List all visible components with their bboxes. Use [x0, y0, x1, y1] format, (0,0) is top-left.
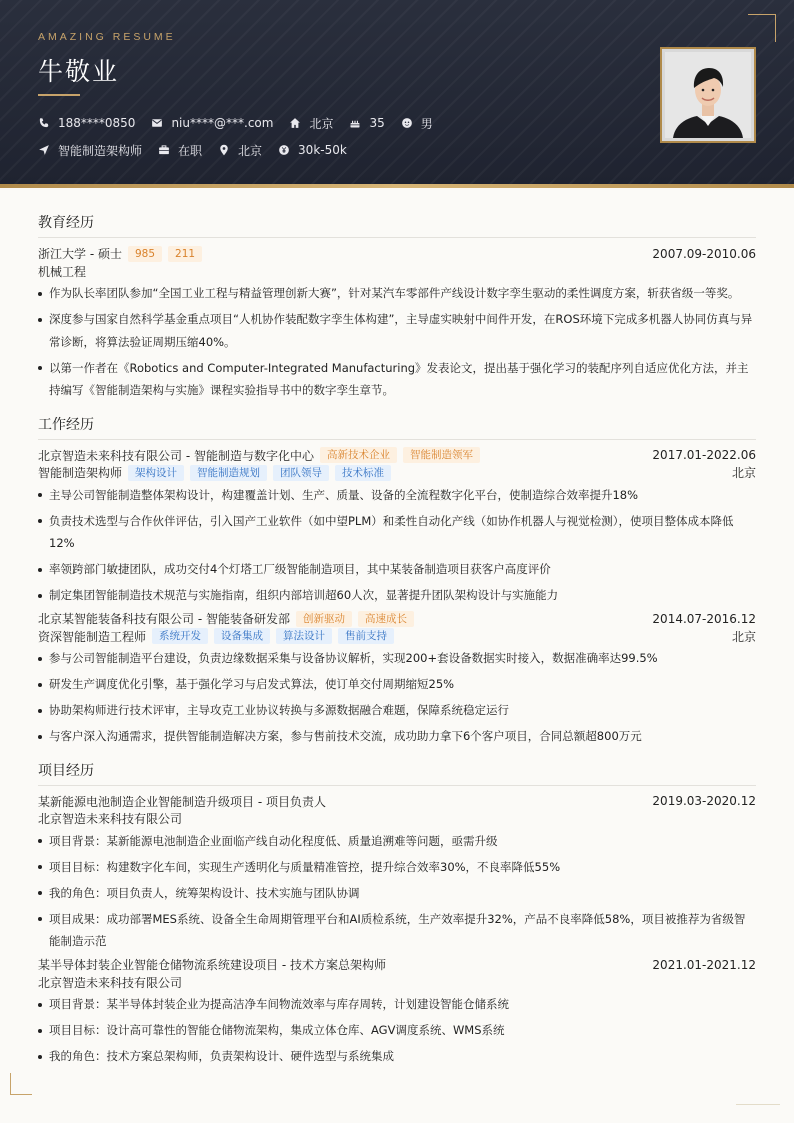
email-address: niu****@***.com	[171, 116, 274, 130]
skill-tag: 架构设计	[128, 465, 184, 481]
skill-tag: 售前支持	[338, 628, 394, 644]
work-role-left	[38, 464, 391, 481]
phone-number: 188****0850	[58, 116, 136, 130]
person-portrait-icon	[665, 52, 751, 138]
mail-icon	[151, 117, 163, 129]
project-company: 北京智造未来科技有限公司	[38, 812, 183, 826]
header-gold-band	[0, 184, 794, 188]
project-head	[38, 956, 756, 973]
expected-salary: 30k-50k	[298, 143, 347, 157]
candidate-name: 牛敬业	[38, 57, 120, 86]
project-bullets	[38, 993, 756, 1068]
employment-status: 在职	[178, 143, 203, 158]
name-underline	[38, 94, 80, 96]
skill-tag: 算法设计	[276, 628, 332, 644]
work-city: 北京	[731, 466, 756, 480]
briefcase-icon	[158, 144, 170, 156]
list-item: 作为队长率团队参加“全国工业工程与精益管理创新大赛”，针对某汽车零部件产线设计数字孪生驱动的柔性调度方案，斩获省级一等奖。	[38, 282, 756, 305]
school-tag: 985	[128, 246, 162, 262]
gender-icon	[401, 117, 413, 129]
project-company-line	[38, 973, 756, 991]
work-section	[38, 408, 756, 748]
resume-tagline: AMAZING RESUME	[38, 31, 176, 43]
work-entry	[38, 447, 756, 607]
project-date: 2021.01-2021.12	[652, 957, 756, 972]
list-item: 参与公司智能制造平台建设，负责边缘数据采集与设备协议解析，实现200+套设备数据实时接入，数据准确率达99.5%	[38, 647, 756, 670]
target-city: 北京	[238, 143, 263, 158]
project-company: 北京智造未来科技有限公司	[38, 975, 183, 990]
education-title: 教育经历	[38, 206, 756, 238]
footer-divider	[736, 1104, 780, 1105]
job-city	[218, 142, 262, 158]
skill-tag: 系统开发	[152, 628, 208, 644]
skill-tag: 团队领导	[273, 465, 329, 481]
contact-phone	[38, 115, 135, 131]
contact-hometown	[289, 115, 333, 131]
list-item: 制定集团智能制造技术规范与实施指南，组织内部培训超60人次，显著提升团队架构设计与实施能力	[38, 584, 756, 607]
job-target	[38, 142, 142, 158]
work-head	[38, 610, 756, 627]
education-section	[38, 206, 756, 402]
project-head	[38, 793, 756, 810]
skill-tag: 设备集成	[214, 628, 270, 644]
company-tag: 高速成长	[358, 611, 414, 627]
list-item: 研发生产调度优化引擎，基于强化学习与启发式算法，使订单交付周期缩短25%	[38, 673, 756, 696]
gender: 男	[420, 116, 433, 131]
work-company-line	[38, 447, 480, 464]
list-item: 主导公司智能制造整体架构设计，构建覆盖计划、生产、质量、设备的全流程数字化平台，使制造综合效率提升18%	[38, 484, 756, 507]
education-date: 2007.09-2010.06	[652, 246, 756, 261]
projects-title: 项目经历	[38, 754, 756, 786]
role-title: 资深智能制造工程师	[38, 629, 147, 644]
work-bullets	[38, 647, 756, 748]
project-entry	[38, 793, 756, 953]
list-item: 协助架构师进行技术评审，主导攻克工业协议转换与多源数据融合难题，保障系统稳定运行	[38, 699, 756, 722]
company-name: 北京智造未来科技有限公司 - 智能制造与数字化中心	[38, 448, 314, 463]
resume-body	[38, 206, 756, 1071]
list-item: 与客户深入沟通需求，提供智能制造解决方案，参与售前技术交流，成功助力拿下6个客户项目，合同总额超800万元	[38, 725, 756, 748]
avatar-photo	[665, 52, 751, 138]
contact-gender	[401, 115, 433, 131]
cake-icon	[349, 117, 361, 129]
phone-icon	[38, 117, 50, 129]
job-intent-row	[38, 142, 363, 158]
company-tag: 高新技术企业	[320, 447, 397, 463]
project-entry	[38, 956, 756, 1068]
work-date: 2014.07-2016.12	[652, 611, 756, 626]
list-item: 项目目标：设计高可靠性的智能仓储物流架构，集成立体仓库、AGV调度系统、WMS系统	[38, 1019, 756, 1042]
list-item: 我的角色：技术方案总架构师，负责架构设计、硬件选型与系统集成	[38, 1045, 756, 1068]
company-tag: 智能制造领军	[403, 447, 480, 463]
list-item: 负责技术选型与合作伙伴评估，引入国产工业软件（如中望PLM）和柔性自动化产线（如协作机器人与视觉检测），使项目整体成本降低12%	[38, 510, 756, 555]
list-item: 项目背景：某半导体封装企业为提高洁净车间物流效率与库存周转，计划建设智能仓储系统	[38, 993, 756, 1016]
list-item: 项目目标：构建数字化车间，实现生产透明化与质量精准管控，提升综合效率30%，不良率降低55%	[38, 856, 756, 879]
location-pin-icon	[218, 144, 230, 156]
corner-ornament-top-right	[748, 14, 776, 42]
work-entry	[38, 610, 756, 748]
contact-row	[38, 115, 449, 131]
project-name: 某半导体封装企业智能仓储物流系统建设项目 - 技术方案总架构师	[38, 958, 386, 972]
education-head	[38, 245, 756, 262]
project-date: 2019.03-2020.12	[652, 794, 756, 808]
skill-tag: 智能制造规划	[190, 465, 267, 481]
company-name: 北京某智能装备科技有限公司 - 智能装备研发部	[38, 612, 290, 626]
avatar	[660, 47, 756, 143]
project-company-line	[38, 810, 756, 828]
contact-age	[349, 115, 384, 131]
project-name: 某新能源电池制造企业智能制造升级项目 - 项目负责人	[38, 794, 326, 809]
age: 35	[369, 116, 385, 130]
work-head	[38, 447, 756, 464]
work-city: 北京	[731, 629, 756, 644]
role-title: 智能制造架构师	[38, 466, 123, 480]
skill-tag: 技术标准	[335, 465, 391, 481]
home-icon	[289, 117, 301, 129]
corner-ornament-bottom-left	[10, 1073, 32, 1095]
project-bullets	[38, 830, 756, 953]
contact-email	[151, 115, 273, 131]
work-title: 工作经历	[38, 408, 756, 440]
company-tag: 创新驱动	[296, 611, 352, 627]
work-bullets	[38, 484, 756, 607]
job-status	[158, 142, 202, 158]
work-company-line	[38, 610, 414, 627]
salary-icon	[278, 144, 290, 156]
list-item: 率领跨部门敏捷团队，成功交付4个灯塔工厂级智能制造项目，其中某装备制造项目获客户高度评价	[38, 558, 756, 581]
school-name: 浙江大学 - 硕士	[38, 247, 122, 261]
projects-section	[38, 754, 756, 1068]
list-item: 项目成果：成功部署MES系统、设备全生命周期管理平台和AI质检系统，生产效率提升32%，产品不良率降低58%，项目被推荐为省级智能制造示范	[38, 908, 756, 953]
school-tag: 211	[168, 246, 202, 262]
education-bullets	[38, 282, 756, 402]
work-role-left	[38, 628, 394, 645]
list-item: 以第一作者在《Robotics and Computer-Integrated Manufacturing》发表论文，提出基于强化学习的装配序列自适应优化方法，并主持编写《智能制造架构与实施》课程实验指导书中的数字孪生章节。	[38, 357, 756, 402]
education-school-line	[38, 245, 202, 262]
list-item: 项目背景：某新能源电池制造企业面临产线自动化程度低、质量追溯难等问题，亟需升级	[38, 830, 756, 853]
education-major-line	[38, 262, 756, 280]
hometown: 北京	[309, 116, 334, 131]
work-role-line	[38, 627, 756, 645]
job-salary	[278, 142, 347, 158]
send-icon	[38, 144, 50, 156]
list-item: 我的角色：项目负责人，统筹架构设计、技术实施与团队协调	[38, 882, 756, 905]
work-date: 2017.01-2022.06	[652, 448, 756, 462]
target-position: 智能制造架构师	[58, 143, 143, 158]
education-entry	[38, 245, 756, 402]
list-item: 深度参与国家自然科学基金重点项目“人机协作装配数字孪生体构建”，主导虚实映射中间件开发，在ROS环境下完成多机器人协同仿真与异常诊断，将算法验证周期压缩40%。	[38, 308, 756, 353]
work-role-line	[38, 464, 756, 482]
major: 机械工程	[38, 264, 87, 279]
resume-header	[0, 0, 794, 184]
